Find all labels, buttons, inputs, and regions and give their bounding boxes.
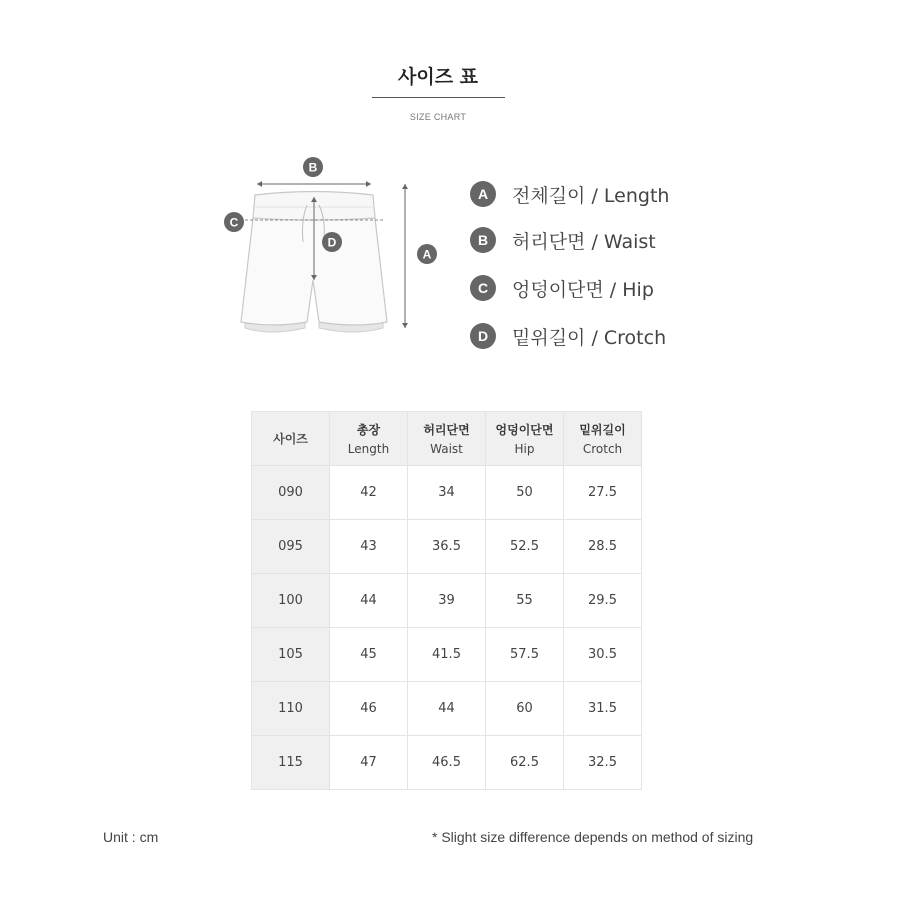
table-row	[252, 520, 642, 574]
column-header-size: 사이즈	[252, 412, 330, 466]
length-cell: 43	[330, 520, 408, 574]
column-header-hip	[486, 412, 564, 466]
hip-cell: 62.5	[486, 736, 564, 790]
hip-cell: 50	[486, 466, 564, 520]
crotch-cell: 32.5	[564, 736, 642, 790]
waist-cell: 39	[408, 574, 486, 628]
marker-d-label: D	[327, 235, 337, 250]
legend-badge: B	[470, 227, 496, 253]
hip-cell: 57.5	[486, 628, 564, 682]
size-cell: 090	[252, 466, 330, 520]
header-label-ko: 총장	[356, 423, 381, 437]
header-label-ko: 밑위길이	[579, 423, 626, 437]
legend-label: 전체길이 / Length	[512, 184, 670, 207]
legend-badge: C	[470, 275, 496, 301]
size-table	[251, 411, 642, 790]
crotch-cell: 29.5	[564, 574, 642, 628]
size-cell: 100	[252, 574, 330, 628]
marker-c	[224, 212, 244, 232]
table-row	[252, 736, 642, 790]
header-label-en: Length	[347, 442, 390, 456]
shorts-diagram	[215, 150, 450, 350]
header-label-en: Waist	[430, 442, 463, 456]
marker-a	[417, 244, 437, 264]
legend-label: 허리단면 / Waist	[512, 230, 656, 253]
hip-cell: 55	[486, 574, 564, 628]
header-label-en: Crotch	[582, 442, 623, 456]
header-label-ko: 허리단면	[423, 423, 470, 437]
length-cell: 42	[330, 466, 408, 520]
unit-label: Unit : cm	[103, 829, 159, 845]
crotch-cell: 28.5	[564, 520, 642, 574]
size-cell: 110	[252, 682, 330, 736]
hip-cell: 60	[486, 682, 564, 736]
table-row	[252, 574, 642, 628]
waist-cell: 46.5	[408, 736, 486, 790]
legend-item-crotch	[470, 321, 666, 351]
legend-item-waist	[470, 225, 656, 255]
length-cell: 46	[330, 682, 408, 736]
waist-cell: 36.5	[408, 520, 486, 574]
title-divider	[372, 97, 505, 98]
table-header-row	[252, 412, 642, 466]
page-title: 사이즈 표	[397, 66, 479, 88]
legend-label: 밑위길이 / Crotch	[512, 326, 667, 349]
waist-cell: 44	[408, 682, 486, 736]
hip-cell: 52.5	[486, 520, 564, 574]
size-cell: 095	[252, 520, 330, 574]
size-cell: 115	[252, 736, 330, 790]
legend-label: 엉덩이단면 / Hip	[512, 278, 654, 301]
marker-b	[303, 157, 323, 177]
column-header-length	[330, 412, 408, 466]
crotch-cell: 30.5	[564, 628, 642, 682]
table-row	[252, 682, 642, 736]
column-header-crotch	[564, 412, 642, 466]
marker-c-label: C	[229, 215, 239, 230]
column-header-waist	[408, 412, 486, 466]
sizing-note: * Slight size difference depends on method of sizing	[432, 829, 754, 845]
marker-d	[322, 232, 342, 252]
waist-cell: 34	[408, 466, 486, 520]
table-row	[252, 628, 642, 682]
legend-badge: A	[470, 181, 496, 207]
header-label-en: Hip	[514, 442, 535, 456]
marker-a-label: A	[422, 247, 432, 262]
legend-item-length	[470, 179, 669, 209]
waist-cell: 41.5	[408, 628, 486, 682]
header-label-ko: 엉덩이단면	[495, 423, 554, 437]
crotch-cell: 31.5	[564, 682, 642, 736]
legend-badge: D	[470, 323, 496, 349]
page-subtitle: SIZE CHART	[409, 112, 467, 122]
length-cell: 45	[330, 628, 408, 682]
marker-b-label: B	[308, 160, 318, 175]
size-cell: 105	[252, 628, 330, 682]
table-row	[252, 466, 642, 520]
crotch-cell: 27.5	[564, 466, 642, 520]
legend-item-hip	[470, 273, 654, 303]
length-cell: 47	[330, 736, 408, 790]
length-cell: 44	[330, 574, 408, 628]
